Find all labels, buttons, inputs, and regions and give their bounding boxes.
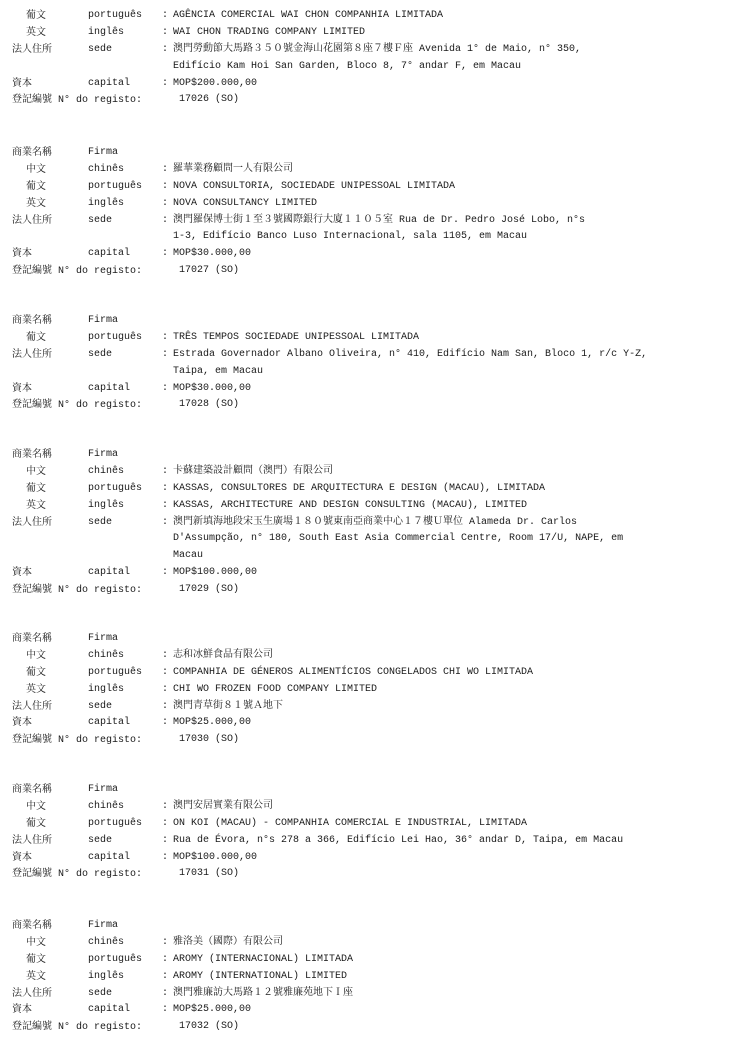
portuguese-name-row: [12, 952, 727, 969]
sede-row: [12, 986, 727, 1003]
portuguese-name: COMPANHIA DE GÉNEROS ALIMENTÍCIOS CONGELADOS CHI WO LIMITADA: [173, 666, 534, 678]
label-zh: 中文: [26, 936, 46, 948]
label-pt: sede: [88, 348, 113, 360]
label-zh: 登記編號: [12, 868, 52, 880]
capital-value: MOP$100.000,00: [173, 567, 258, 579]
label-zh: 中文: [26, 800, 46, 812]
sede-line: Estrada Governador Albano Oliveira, n° 410, Edifício Nam San, Bloco 1, r/c Y-Z,: [173, 348, 648, 360]
label-zh: 登記編號: [12, 734, 52, 746]
separator: :: [162, 987, 169, 999]
company-record: [12, 447, 727, 599]
separator: :: [162, 970, 169, 982]
label-pt: capital: [88, 77, 131, 89]
chinese-name-row: [12, 464, 727, 481]
separator: :: [162, 683, 169, 695]
capital-row: [12, 76, 727, 93]
separator: :: [162, 666, 169, 678]
label-pt: português: [88, 180, 143, 192]
sede-line: Edifício Kam Hoi San Garden, Bloco 8, 7° andar F, em Macau: [173, 60, 522, 72]
label-zh: 法人住所: [12, 834, 52, 846]
sede-line: 澳門新填海地段宋玉生廣場１８０號東南亞商業中心１７樓Ｕ單位 Alameda Dr. Carlos: [173, 516, 578, 528]
sede-row: [12, 515, 727, 532]
separator: :: [162, 214, 169, 226]
label-zh: 英文: [26, 683, 46, 695]
capital-value: MOP$100.000,00: [173, 851, 258, 863]
separator: :: [162, 649, 169, 661]
capital-value: MOP$30.000,00: [173, 382, 252, 394]
registo-row: [12, 866, 727, 883]
sede-row: [12, 347, 727, 364]
label-pt: N° do registo:: [58, 585, 143, 597]
sede-line: 澳門羅保博士街１至３號國際銀行大廈１１０５室 Rua de Dr. Pedro José Lobo, n°s: [173, 214, 586, 226]
chinese-name-row: [12, 648, 727, 665]
label-pt: sede: [88, 43, 113, 55]
label-zh: 葡文: [26, 817, 46, 829]
label-pt: inglês: [88, 26, 125, 38]
chinese-name: 雅洛美（國際）有限公司: [173, 936, 283, 948]
separator: :: [162, 1004, 169, 1016]
registo-number: 17030 (SO): [179, 734, 240, 746]
label-pt: inglês: [88, 197, 125, 209]
separator: :: [162, 953, 169, 965]
sede-row: [12, 833, 727, 850]
portuguese-name-row: [12, 330, 727, 347]
company-record: [12, 782, 727, 883]
sede-line: Taipa, em Macau: [173, 365, 264, 377]
english-name-row: [12, 969, 727, 986]
label-zh: 商業名稱: [12, 315, 52, 326]
separator: :: [162, 348, 169, 360]
label-zh: 英文: [26, 499, 46, 511]
sede-row: [12, 213, 727, 230]
separator: :: [162, 26, 169, 38]
label-zh: 英文: [26, 26, 46, 38]
registo-number: 17028 (SO): [179, 399, 240, 411]
sede-row: [12, 42, 727, 59]
label-zh: 中文: [26, 465, 46, 477]
separator: :: [162, 700, 169, 712]
separator: :: [162, 516, 169, 528]
separator: :: [162, 851, 169, 863]
label-pt: inglês: [88, 499, 125, 511]
registo-row: [12, 732, 727, 749]
label-pt: chinês: [88, 163, 125, 175]
label-pt: chinês: [88, 936, 125, 948]
label-pt: capital: [88, 567, 131, 579]
english-name-row: [12, 682, 727, 699]
portuguese-name-row: [12, 816, 727, 833]
label-pt: N° do registo:: [58, 869, 143, 881]
label-zh: 登記編號: [12, 399, 52, 411]
separator: :: [162, 382, 169, 394]
registo-row: [12, 1019, 727, 1036]
separator: :: [162, 180, 169, 192]
capital-row: [12, 715, 727, 732]
label-zh: 中文: [26, 649, 46, 661]
registo-row: [12, 263, 727, 280]
sede-row-continued: [12, 59, 727, 76]
label-pt: português: [88, 953, 143, 965]
separator: :: [162, 465, 169, 477]
label-pt: português: [88, 482, 143, 494]
label-pt: sede: [88, 214, 113, 226]
portuguese-name-row: [12, 8, 727, 25]
label-zh: 法人住所: [12, 516, 52, 528]
portuguese-name-row: [12, 481, 727, 498]
label-zh: 法人住所: [12, 348, 52, 360]
separator: :: [162, 197, 169, 209]
label-zh: 資本: [12, 851, 32, 863]
label-zh: 資本: [12, 248, 32, 260]
label-pt: sede: [88, 516, 113, 528]
chinese-name-row: [12, 935, 727, 952]
registo-number: 17026 (SO): [179, 94, 240, 106]
firma-row: [12, 631, 727, 648]
capital-row: [12, 381, 727, 398]
label-zh: 商業名稱: [12, 784, 52, 795]
separator: :: [162, 77, 169, 89]
label-pt: N° do registo:: [58, 266, 143, 278]
english-name-row: [12, 25, 727, 42]
portuguese-name: TRÊS TEMPOS SOCIEDADE UNIPESSOAL LIMITADA: [173, 331, 420, 343]
company-record: [12, 8, 727, 109]
separator: :: [162, 43, 169, 55]
registo-row: [12, 92, 727, 109]
label-pt: N° do registo:: [58, 1022, 143, 1034]
registo-number: 17029 (SO): [179, 584, 240, 596]
label-zh: 登記編號: [12, 1021, 52, 1033]
label-pt: Firma: [88, 449, 119, 460]
capital-row: [12, 246, 727, 263]
capital-value: MOP$30.000,00: [173, 248, 252, 260]
portuguese-name: AGÊNCIA COMERCIAL WAI CHON COMPANHIA LIMITADA: [173, 10, 444, 21]
chinese-name: 澳門安居實業有限公司: [173, 800, 273, 812]
separator: :: [162, 163, 169, 175]
label-zh: 葡文: [26, 180, 46, 192]
portuguese-name-row: [12, 179, 727, 196]
sede-line: 澳門青草街８１號Ａ地下: [173, 700, 283, 712]
english-name: NOVA CONSULTANCY LIMITED: [173, 197, 318, 209]
label-zh: 葡文: [26, 482, 46, 494]
label-zh: 英文: [26, 197, 46, 209]
label-pt: sede: [88, 834, 113, 846]
label-zh: 英文: [26, 970, 46, 982]
label-pt: capital: [88, 1004, 131, 1016]
label-pt: Firma: [88, 315, 119, 326]
label-zh: 葡文: [26, 666, 46, 678]
label-zh: 商業名稱: [12, 449, 52, 460]
label-pt: capital: [88, 382, 131, 394]
label-pt: português: [88, 10, 143, 21]
english-name: WAI CHON TRADING COMPANY LIMITED: [173, 26, 366, 38]
sede-line: Rua de Évora, n°s 278 a 366, Edifício Lei Hao, 36° andar D, Taipa, em Macau: [173, 834, 624, 846]
sede-line: 澳門勞動節大馬路３５０號金海山花園第８座７樓Ｆ座 Avenida 1° de Maio, n° 350,: [173, 43, 582, 55]
company-record: [12, 918, 727, 1036]
portuguese-name: ON KOI (MACAU) - COMPANHIA COMERCIAL E INDUSTRIAL, LIMITADA: [173, 817, 528, 829]
firma-row: [12, 447, 727, 464]
label-zh: 資本: [12, 717, 32, 729]
sede-line: Macau: [173, 550, 204, 562]
label-pt: capital: [88, 717, 131, 729]
company-record: [12, 145, 727, 280]
separator: :: [162, 482, 169, 494]
portuguese-name: AROMY (INTERNACIONAL) LIMITADA: [173, 953, 354, 965]
separator: :: [162, 936, 169, 948]
label-pt: capital: [88, 248, 131, 260]
capital-row: [12, 565, 727, 582]
registo-row: [12, 582, 727, 599]
sede-row-continued: [12, 229, 727, 246]
english-name: AROMY (INTERNATIONAL) LIMITED: [173, 970, 348, 982]
label-zh: 商業名稱: [12, 147, 52, 158]
separator: :: [162, 10, 169, 21]
english-name: CHI WO FROZEN FOOD COMPANY LIMITED: [173, 683, 378, 695]
capital-row: [12, 1002, 727, 1019]
sede-row-continued: [12, 548, 727, 565]
label-pt: sede: [88, 987, 113, 999]
label-pt: sede: [88, 700, 113, 712]
chinese-name: 卡蘇建築設計顧問（澳門）有限公司: [173, 465, 333, 477]
capital-value: MOP$25.000,00: [173, 717, 252, 729]
label-zh: 法人住所: [12, 214, 52, 226]
english-name-row: [12, 196, 727, 213]
sede-row-continued: [12, 531, 727, 548]
chinese-name: 羅華業務顧問一人有限公司: [173, 163, 293, 175]
label-pt: Firma: [88, 147, 119, 158]
label-zh: 法人住所: [12, 700, 52, 712]
label-pt: Firma: [88, 633, 119, 644]
label-zh: 法人住所: [12, 43, 52, 55]
portuguese-name: KASSAS, CONSULTORES DE ARQUITECTURA E DESIGN (MACAU), LIMITADA: [173, 482, 546, 494]
label-zh: 登記編號: [12, 265, 52, 277]
separator: :: [162, 248, 169, 260]
separator: :: [162, 834, 169, 846]
sede-line: D'Assumpção, n° 180, South East Asia Commercial Centre, Room 17/U, NAPE, em: [173, 533, 624, 545]
label-pt: N° do registo:: [58, 95, 143, 107]
label-pt: chinês: [88, 649, 125, 661]
separator: :: [162, 331, 169, 343]
label-pt: inglês: [88, 683, 125, 695]
label-zh: 葡文: [26, 953, 46, 965]
registo-number: 17027 (SO): [179, 265, 240, 277]
sede-row: [12, 699, 727, 716]
label-zh: 葡文: [26, 10, 46, 21]
label-pt: Firma: [88, 920, 119, 931]
firma-row: [12, 918, 727, 935]
label-pt: N° do registo:: [58, 735, 143, 747]
label-zh: 商業名稱: [12, 633, 52, 644]
separator: :: [162, 499, 169, 511]
capital-value: MOP$200.000,00: [173, 77, 258, 89]
label-zh: 資本: [12, 567, 32, 579]
label-zh: 資本: [12, 382, 32, 394]
english-name: KASSAS, ARCHITECTURE AND DESIGN CONSULTING (MACAU), LIMITED: [173, 499, 528, 511]
separator: :: [162, 817, 169, 829]
registo-number: 17031 (SO): [179, 868, 240, 880]
company-record: [12, 631, 727, 749]
label-zh: 資本: [12, 1004, 32, 1016]
label-zh: 商業名稱: [12, 920, 52, 931]
firma-row: [12, 313, 727, 330]
english-name-row: [12, 498, 727, 515]
firma-row: [12, 145, 727, 162]
label-pt: N° do registo:: [58, 400, 143, 412]
portuguese-name-row: [12, 665, 727, 682]
sede-line: 1-3, Edifício Banco Luso Internacional, sala 1105, em Macau: [173, 231, 528, 243]
label-zh: 資本: [12, 77, 32, 89]
label-pt: português: [88, 331, 143, 343]
registo-number: 17032 (SO): [179, 1021, 240, 1033]
sede-line: 澳門雅廉訪大馬路１２號雅廉苑地下Ｉ座: [173, 987, 353, 999]
separator: :: [162, 567, 169, 579]
label-pt: chinês: [88, 465, 125, 477]
label-zh: 法人住所: [12, 987, 52, 999]
chinese-name-row: [12, 162, 727, 179]
label-pt: Firma: [88, 784, 119, 795]
label-pt: português: [88, 817, 143, 829]
capital-value: MOP$25.000,00: [173, 1004, 252, 1016]
capital-row: [12, 850, 727, 867]
label-pt: capital: [88, 851, 131, 863]
chinese-name: 志和冰鮮食品有限公司: [173, 649, 273, 661]
label-pt: português: [88, 666, 143, 678]
chinese-name-row: [12, 799, 727, 816]
separator: :: [162, 800, 169, 812]
firma-row: [12, 782, 727, 799]
label-pt: chinês: [88, 800, 125, 812]
label-pt: inglês: [88, 970, 125, 982]
label-zh: 中文: [26, 163, 46, 175]
label-zh: 登記編號: [12, 584, 52, 596]
separator: :: [162, 717, 169, 729]
sede-row-continued: [12, 364, 727, 381]
label-zh: 葡文: [26, 331, 46, 343]
portuguese-name: NOVA CONSULTORIA, SOCIEDADE UNIPESSOAL LIMITADA: [173, 180, 456, 192]
company-record: [12, 313, 727, 414]
registo-row: [12, 397, 727, 414]
label-zh: 登記編號: [12, 94, 52, 106]
